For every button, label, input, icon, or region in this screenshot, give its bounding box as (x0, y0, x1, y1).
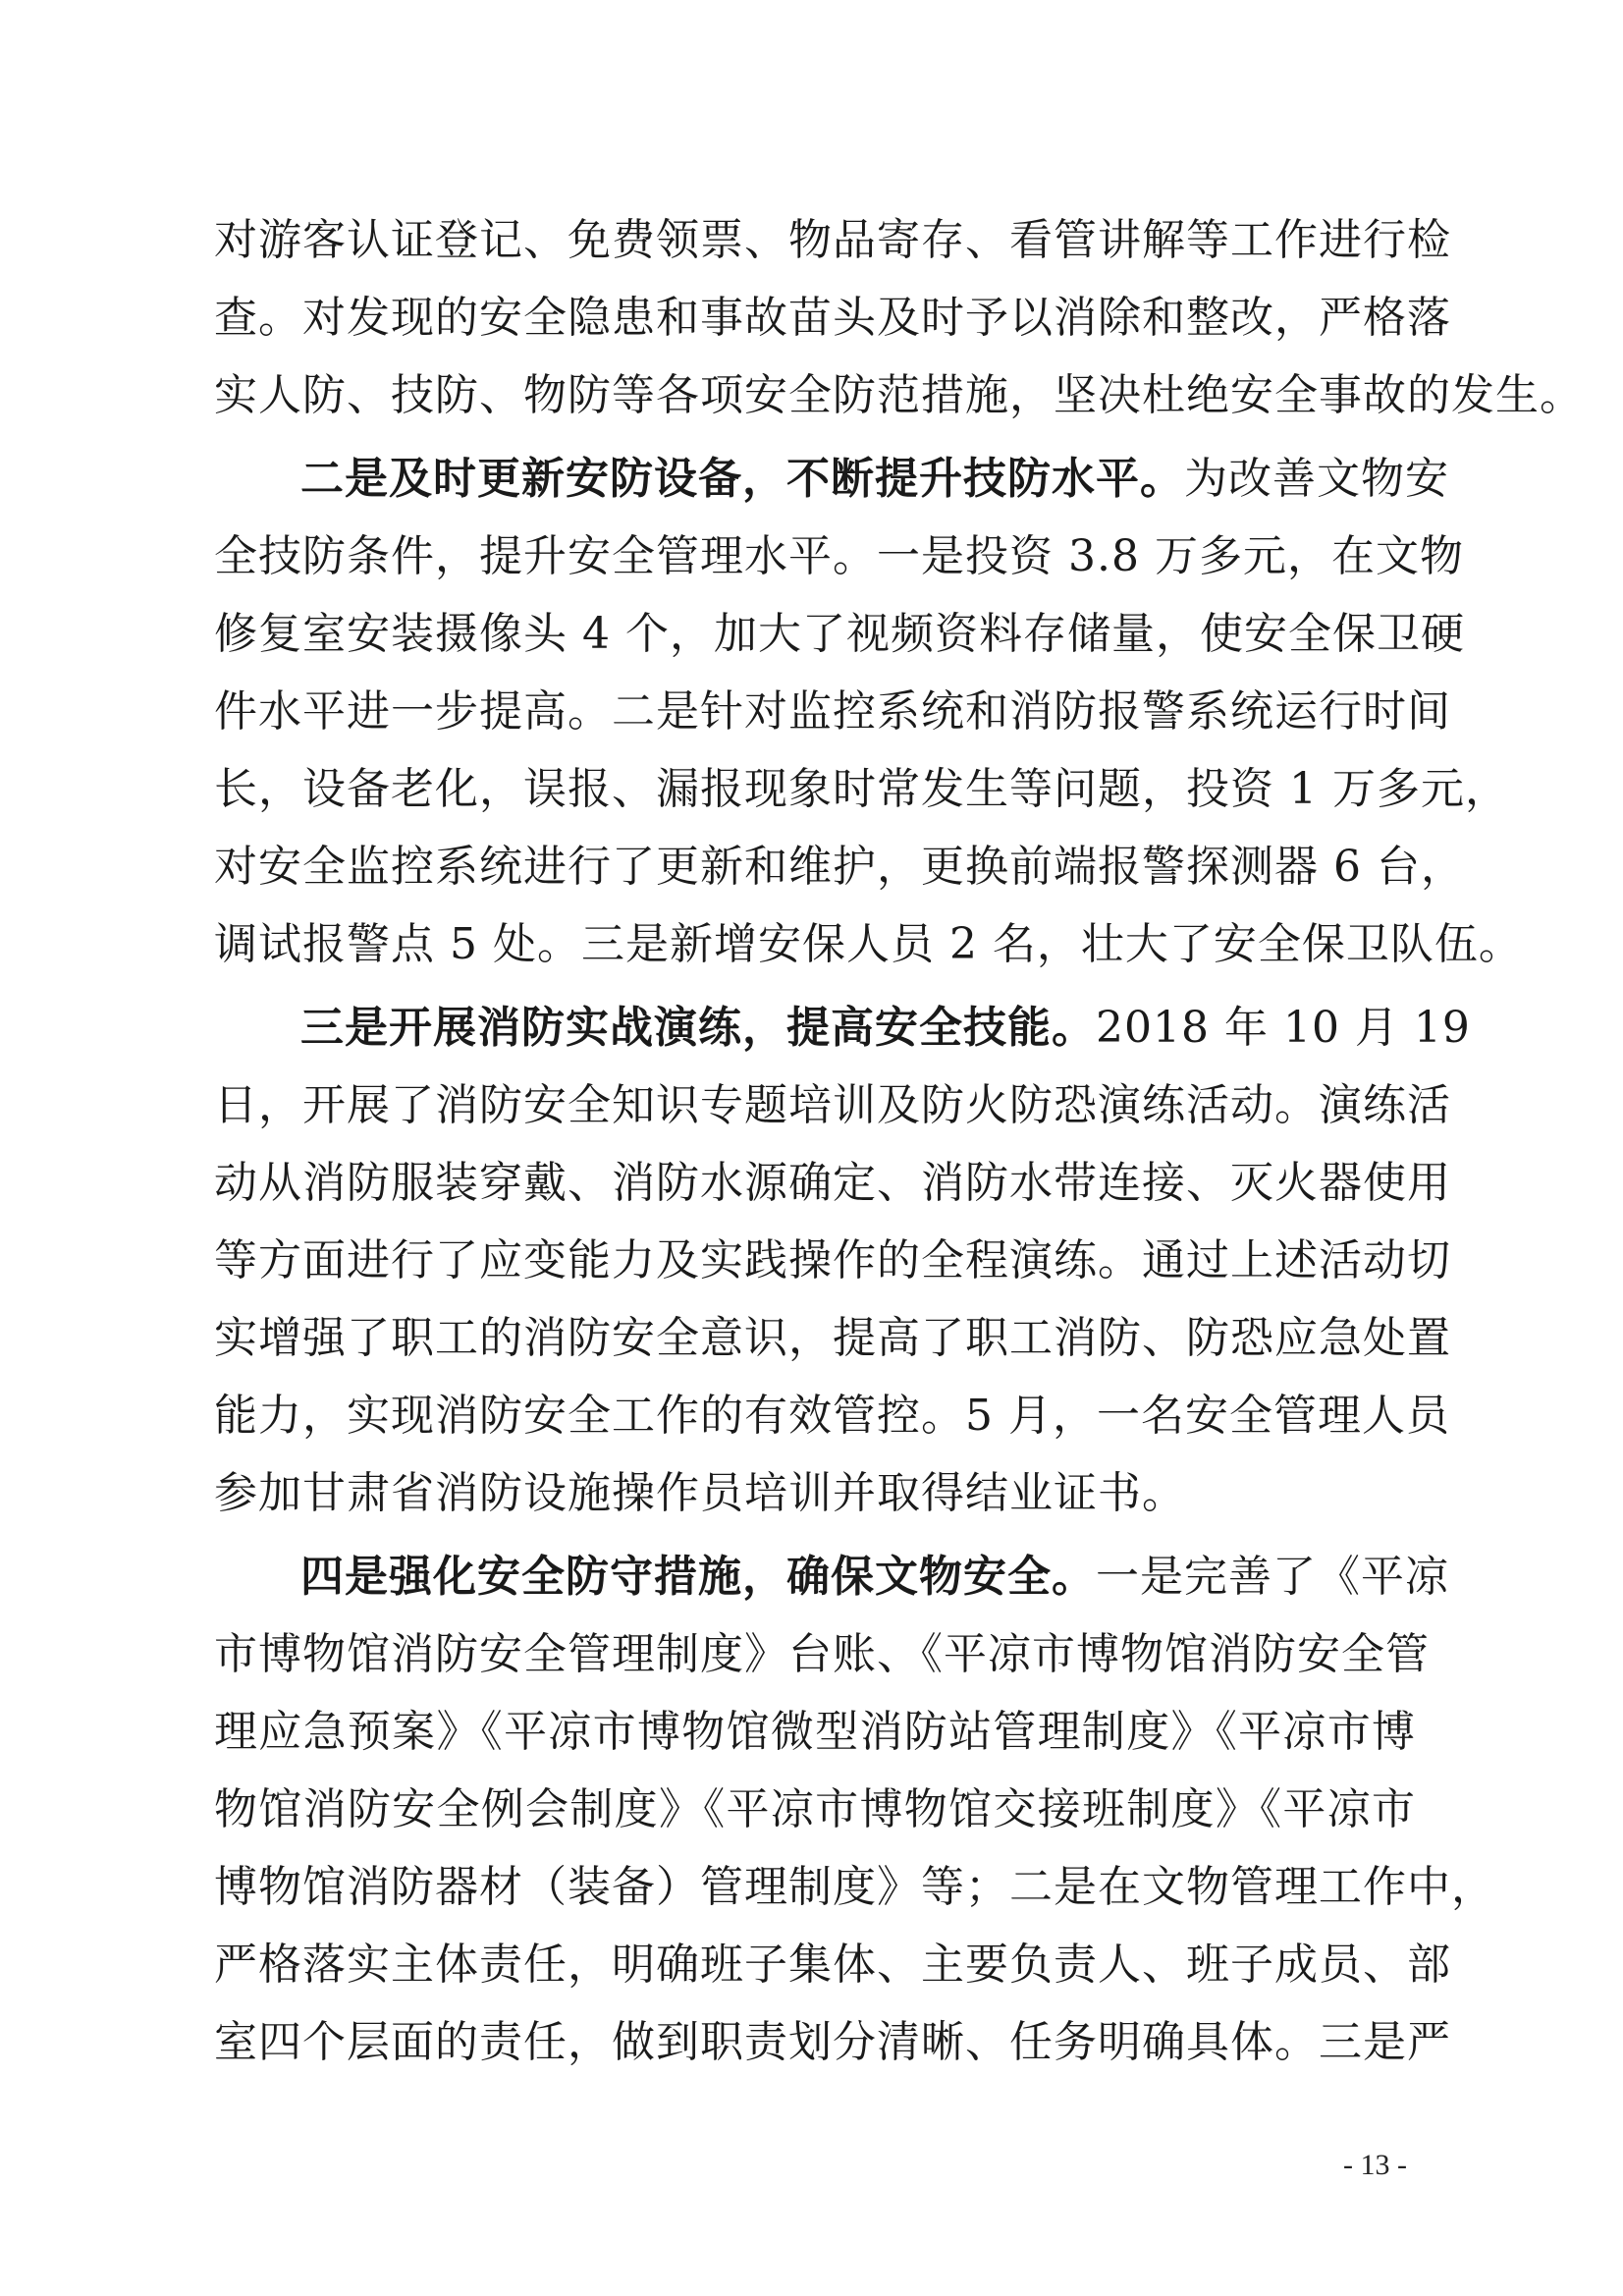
text-line: 参加甘肃省消防设施操作员培训并取得结业证书。 (214, 1468, 1186, 1518)
text-line: 市博物馆消防安全管理制度》台账、《平凉市博物馆消防安全管 (214, 1629, 1430, 1679)
text-line: 理应急预案》《平凉市博物馆微型消防站管理制度》《平凉市博 (214, 1707, 1416, 1757)
text-line: 室四个层面的责任，做到职责划分清晰、任务明确具体。三是严 (214, 2017, 1451, 2067)
text-line: 调试报警点 5 处。三是新增安保人员 2 名，壮大了安全保卫队伍。 (214, 919, 1523, 969)
paragraph-3 (214, 989, 1471, 1532)
paragraph-4 (214, 1538, 1495, 2081)
text-line: 对安全监控系统进行了更新和维护，更换前端报警探测器 6 台， (214, 842, 1465, 892)
text-line: 实人防、技防、物防等各项安全防范措施，坚决杜绝安全事故的发生。 (214, 370, 1584, 420)
text-line: 对游客认证登记、免费领票、物品寄存、看管讲解等工作进行检 (214, 215, 1451, 265)
paragraph-text: 2018 年 10 月 19 (1096, 1003, 1471, 1053)
text-line (214, 440, 1449, 518)
text-line: 等方面进行了应变能力及实践操作的全程演练。通过上述活动切 (214, 1235, 1451, 1285)
paragraph-heading: 二是及时更新安防设备，不断提升技防水平。 (300, 454, 1184, 504)
text-line: 严格落实主体责任，明确班子集体、主要负责人、班子成员、部 (214, 1940, 1451, 1990)
document-body (214, 201, 1584, 2081)
text-line: 实增强了职工的消防安全意识，提高了职工消防、防恐应急处置 (214, 1313, 1451, 1363)
text-line: 件水平进一步提高。二是针对监控系统和消防报警系统运行时间 (214, 686, 1451, 737)
paragraph-heading: 三是开展消防实战演练，提高安全技能。 (300, 1003, 1096, 1053)
text-line: 修复室安装摄像头 4 个，加大了视频资料存储量，使安全保卫硬 (214, 609, 1465, 659)
text-line: 日，开展了消防安全知识专题培训及防火防恐演练活动。演练活 (214, 1080, 1451, 1130)
text-line: 查。对发现的安全隐患和事故苗头及时予以消除和整改，严格落 (214, 293, 1451, 343)
paragraph-2 (214, 440, 1523, 983)
page-number: - 13 - (1343, 2149, 1407, 2181)
text-line: 全技防条件，提升安全管理水平。一是投资 3.8 万多元，在文物 (214, 531, 1464, 581)
paragraph-1 (214, 201, 1584, 434)
paragraph-heading: 四是强化安全防守措施，确保文物安全。 (300, 1552, 1096, 1602)
text-line: 物馆消防安全例会制度》《平凉市博物馆交接班制度》《平凉市 (214, 1784, 1416, 1834)
paragraph-text: 一是完善了《平凉 (1096, 1552, 1449, 1602)
text-line: 能力，实现消防安全工作的有效管控。5 月，一名安全管理人员 (214, 1391, 1450, 1441)
text-line: 长，设备老化，误报、漏报现象时常发生等问题，投资 1 万多元， (214, 764, 1509, 814)
text-line: 博物馆消防器材（装备）管理制度》等；二是在文物管理工作中， (214, 1862, 1495, 1912)
text-line (214, 989, 1471, 1066)
text-line: 动从消防服装穿戴、消防水源确定、消防水带连接、灭火器使用 (214, 1158, 1451, 1208)
text-line (214, 1538, 1449, 1615)
paragraph-text: 为改善文物安 (1184, 454, 1449, 504)
